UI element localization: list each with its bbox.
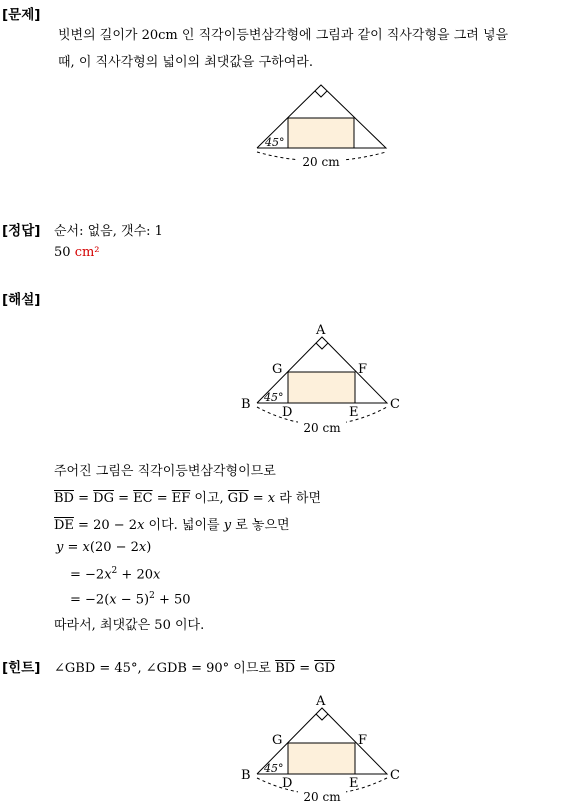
solution-line-7: 따라서, 최댓값은 50 이다. [54, 618, 205, 633]
var-y: y [223, 518, 232, 533]
problem-line-1: 빗변의 길이가 20cm 인 직각이등변삼각형에 그림과 같이 직사각형을 그려 넣을 [58, 28, 509, 43]
text: 이고, [190, 491, 228, 506]
answer-heading: [정답] [2, 223, 41, 239]
text: = [63, 540, 83, 555]
text: 이다. 넓이를 [144, 518, 224, 533]
text: 로 놓으면 [231, 518, 290, 533]
label-A: A [316, 323, 326, 338]
var-y: y [56, 540, 64, 555]
label-E: E [349, 776, 359, 791]
segment-BD: $\overline{BD}$ [54, 491, 74, 506]
exponent: 2 [149, 591, 155, 601]
label-B: B [241, 768, 251, 783]
text: = 20 − 2 [73, 518, 138, 533]
hint-line [54, 657, 335, 676]
var-x: x [109, 592, 117, 608]
solution-heading: [해설] [2, 292, 41, 308]
right-angle-mark [315, 91, 327, 97]
text: = −2 [70, 567, 105, 583]
label-D: D [282, 776, 293, 791]
label-D: D [282, 405, 293, 420]
var-x: x [138, 540, 147, 555]
label-F: F [358, 362, 368, 377]
segment-EF: $\overline{EF}$ [171, 491, 191, 506]
solution-line-1: 주어진 그림은 직각이등변삼각형이므로 [54, 464, 276, 479]
answer-number: 50 [54, 245, 71, 260]
solution-figure [236, 318, 406, 438]
exponent: 2 [111, 566, 118, 576]
text: 라 하면 [275, 491, 322, 506]
equals: = [248, 491, 268, 506]
equals: = [73, 491, 94, 506]
rect-DEFG [288, 372, 355, 403]
right-angle-mark [316, 343, 328, 349]
base-label: 20 cm [303, 421, 341, 435]
equals: = [113, 491, 134, 506]
var-x: x [267, 491, 276, 506]
solution-line-5 [70, 566, 160, 582]
problem-figure [250, 80, 395, 172]
problem-line-2: 때, 이 직사각형의 넓이의 최댓값을 구하여라. [58, 55, 313, 70]
problem-heading: [문제] [2, 7, 41, 23]
answer-line: 순서: 없음, 갯수: 1 [54, 224, 163, 239]
segment-DG: $\overline{DG}$ [93, 491, 114, 506]
equals: = [295, 661, 315, 676]
label-G: G [272, 362, 283, 377]
solution-line-6 [70, 591, 191, 607]
solution-line-2 [54, 487, 321, 506]
text: (20 − 2 [89, 540, 139, 555]
text: − 5) [116, 592, 150, 608]
answer-value [54, 245, 100, 260]
angle-label: 45° [264, 391, 284, 404]
hint-heading: [힌트] [2, 660, 41, 676]
segment-EC: $\overline{EC}$ [133, 491, 153, 506]
right-angle-mark [316, 714, 328, 720]
var-x: x [137, 518, 145, 533]
angle-label: 45° [264, 762, 284, 775]
label-B: B [241, 397, 251, 412]
rect-DEFG [288, 743, 355, 774]
answer-unit: cm² [74, 245, 100, 260]
text: = −2( [70, 592, 110, 608]
var-x: x [104, 567, 112, 583]
label-A: A [316, 694, 326, 709]
label-G: G [272, 733, 283, 748]
text: ) [146, 540, 152, 555]
inscribed-rectangle [288, 118, 354, 148]
base-label: 20 cm [302, 155, 340, 169]
segment-GD: $\overline{GD}$ [314, 661, 336, 676]
equals: = [152, 491, 172, 506]
label-C: C [390, 397, 400, 412]
segment-DE: $\overline{DE}$ [54, 518, 74, 533]
text: + 20 [117, 567, 153, 583]
label-C: C [390, 768, 400, 783]
segment-GD: $\overline{GD}$ [227, 491, 249, 506]
text: + 50 [154, 592, 191, 608]
var-x: x [152, 567, 161, 583]
label-E: E [349, 405, 359, 420]
label-F: F [358, 733, 368, 748]
var-x: x [82, 540, 90, 555]
text: ∠GBD = 45°, ∠GDB = 90° 이므로 [54, 661, 276, 676]
solution-line-4 [56, 540, 151, 555]
angle-label: 45° [265, 136, 285, 149]
segment-BD: $\overline{BD}$ [275, 661, 296, 676]
solution-line-3 [54, 514, 290, 533]
hint-figure [236, 688, 406, 804]
base-label: 20 cm [303, 790, 341, 804]
